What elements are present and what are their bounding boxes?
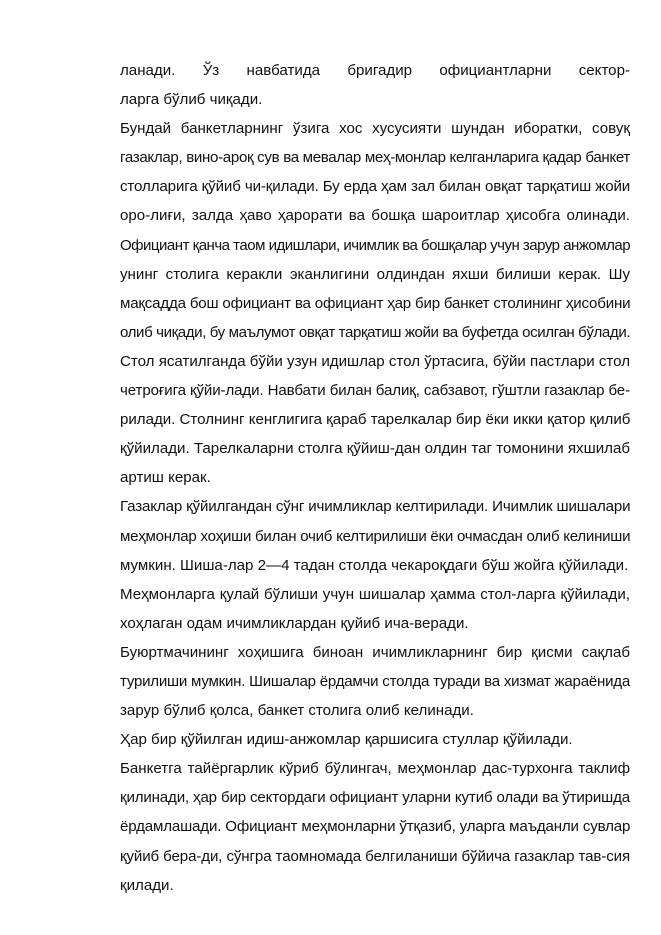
paragraph-7: [120, 754, 630, 899]
paragraph-2: [120, 114, 630, 492]
text-line: Стол ясатилганда бўйи узун идишлар стол ўртасига, бўйи пастлари стол: [120, 352, 630, 370]
document-page: [120, 56, 630, 900]
text-line: мумкин. Шиша-лар 2—4 тадан столда чекароқдаги бўш жойга қўйилади.: [120, 556, 629, 574]
text-line: зарур бўлиб қолса, банкет столига олиб келинади.: [120, 702, 474, 720]
text-line: газаклар, вино-ароқ сув ва мевалар меҳ-монлар келганларига қадар банкет: [120, 149, 630, 167]
text-line: Ҳар бир қўйилган идиш-анжомлар қаршисига стуллар қўйилади.: [120, 731, 573, 749]
text-line: оро-лиғи, залда ҳаво ҳарорати ва бошқа шароитлар ҳисобга олинади.: [120, 207, 630, 225]
text-line: турилиши мумкин. Шишалар ёрдамчи столда туради ва хизмат жараёнида: [120, 672, 630, 690]
text-line: Официант қанча таом идишлари, ичимлик ва бошқалар учун зарур анжомлар: [120, 236, 631, 254]
text-line: мақсадда бош официант ва официант ҳар бир банкет столининг ҳисобини: [120, 294, 631, 312]
text-line: ларга бўлиб чиқади.: [120, 91, 263, 109]
text-line: артиш керак.: [120, 469, 211, 487]
text-line: қилади.: [120, 876, 174, 894]
text-line: ланади. Ўз навбатида бригадир официантларни сектор-: [120, 62, 630, 79]
text-line: олиб чиқади, бу маълумот овқат тарқатиш жойи ва буфетда осилган бўлади.: [120, 323, 631, 341]
text-line: Бундай банкетларнинг ўзига хос хусусияти шундан иборатки, совуқ: [120, 120, 630, 138]
paragraph-6: [120, 725, 630, 754]
text-line: столларига қўйиб чи-қилади. Бу ерда ҳам зал билан овқат тарқатиш жойи: [120, 178, 631, 196]
text-line: ёрдамлашади. Официант меҳмонларни ўтқазиб, уларга маъданли сувлар: [120, 818, 631, 836]
paragraph-3: [120, 492, 630, 579]
paragraph-5: [120, 638, 630, 725]
text-line: Меҳмонларга қулай бўлиши учун шишалар ҳамма стол-ларга қўйилади,: [120, 585, 630, 603]
text-line: қўйилади. Тарелкаларни столга қўйиш-дан олдин таг томонини яхшилаб: [120, 440, 630, 458]
paragraph-1: [120, 56, 630, 114]
text-line: рилади. Столнинг кенглигига қараб тарелкалар бир ёки икки қатор қилиб: [120, 411, 631, 429]
paragraph-4: [120, 580, 630, 638]
text-line: Газаклар қўйилгандан сўнг ичимликлар келтирилади. Ичимлик шишалари: [120, 498, 631, 516]
text-line: қуйиб бера-ди, сўнгра таомномада белгиланиши бўйича газаклар тав-сия: [120, 847, 630, 865]
text-line: Банкетга тайёргарлик кўриб бўлингач, меҳмонлар дас-турхонга таклиф: [120, 760, 630, 778]
text-line: четроғига қўйи-лади. Навбати билан балиқ, сабзавот, гўштли газаклар бе-: [120, 382, 630, 400]
text-line: хоҳлаган одам ичимликлардан қуйиб ича-веради.: [120, 614, 469, 632]
text-line: қилинади, ҳар бир сектордаги официант уларни кутиб олади ва ўтиришда: [120, 789, 630, 807]
text-line: меҳмонлар хоҳиши билан очиб келтирилиши ёки очмасдан олиб келиниши: [120, 527, 631, 545]
text-line: унинг столига керакли эканлигини олдиндан яхши билиши керак. Шу: [120, 265, 630, 283]
text-line: Буюртмачининг хоҳишига биноан ичимликларнинг бир қисми сақлаб: [120, 643, 630, 661]
